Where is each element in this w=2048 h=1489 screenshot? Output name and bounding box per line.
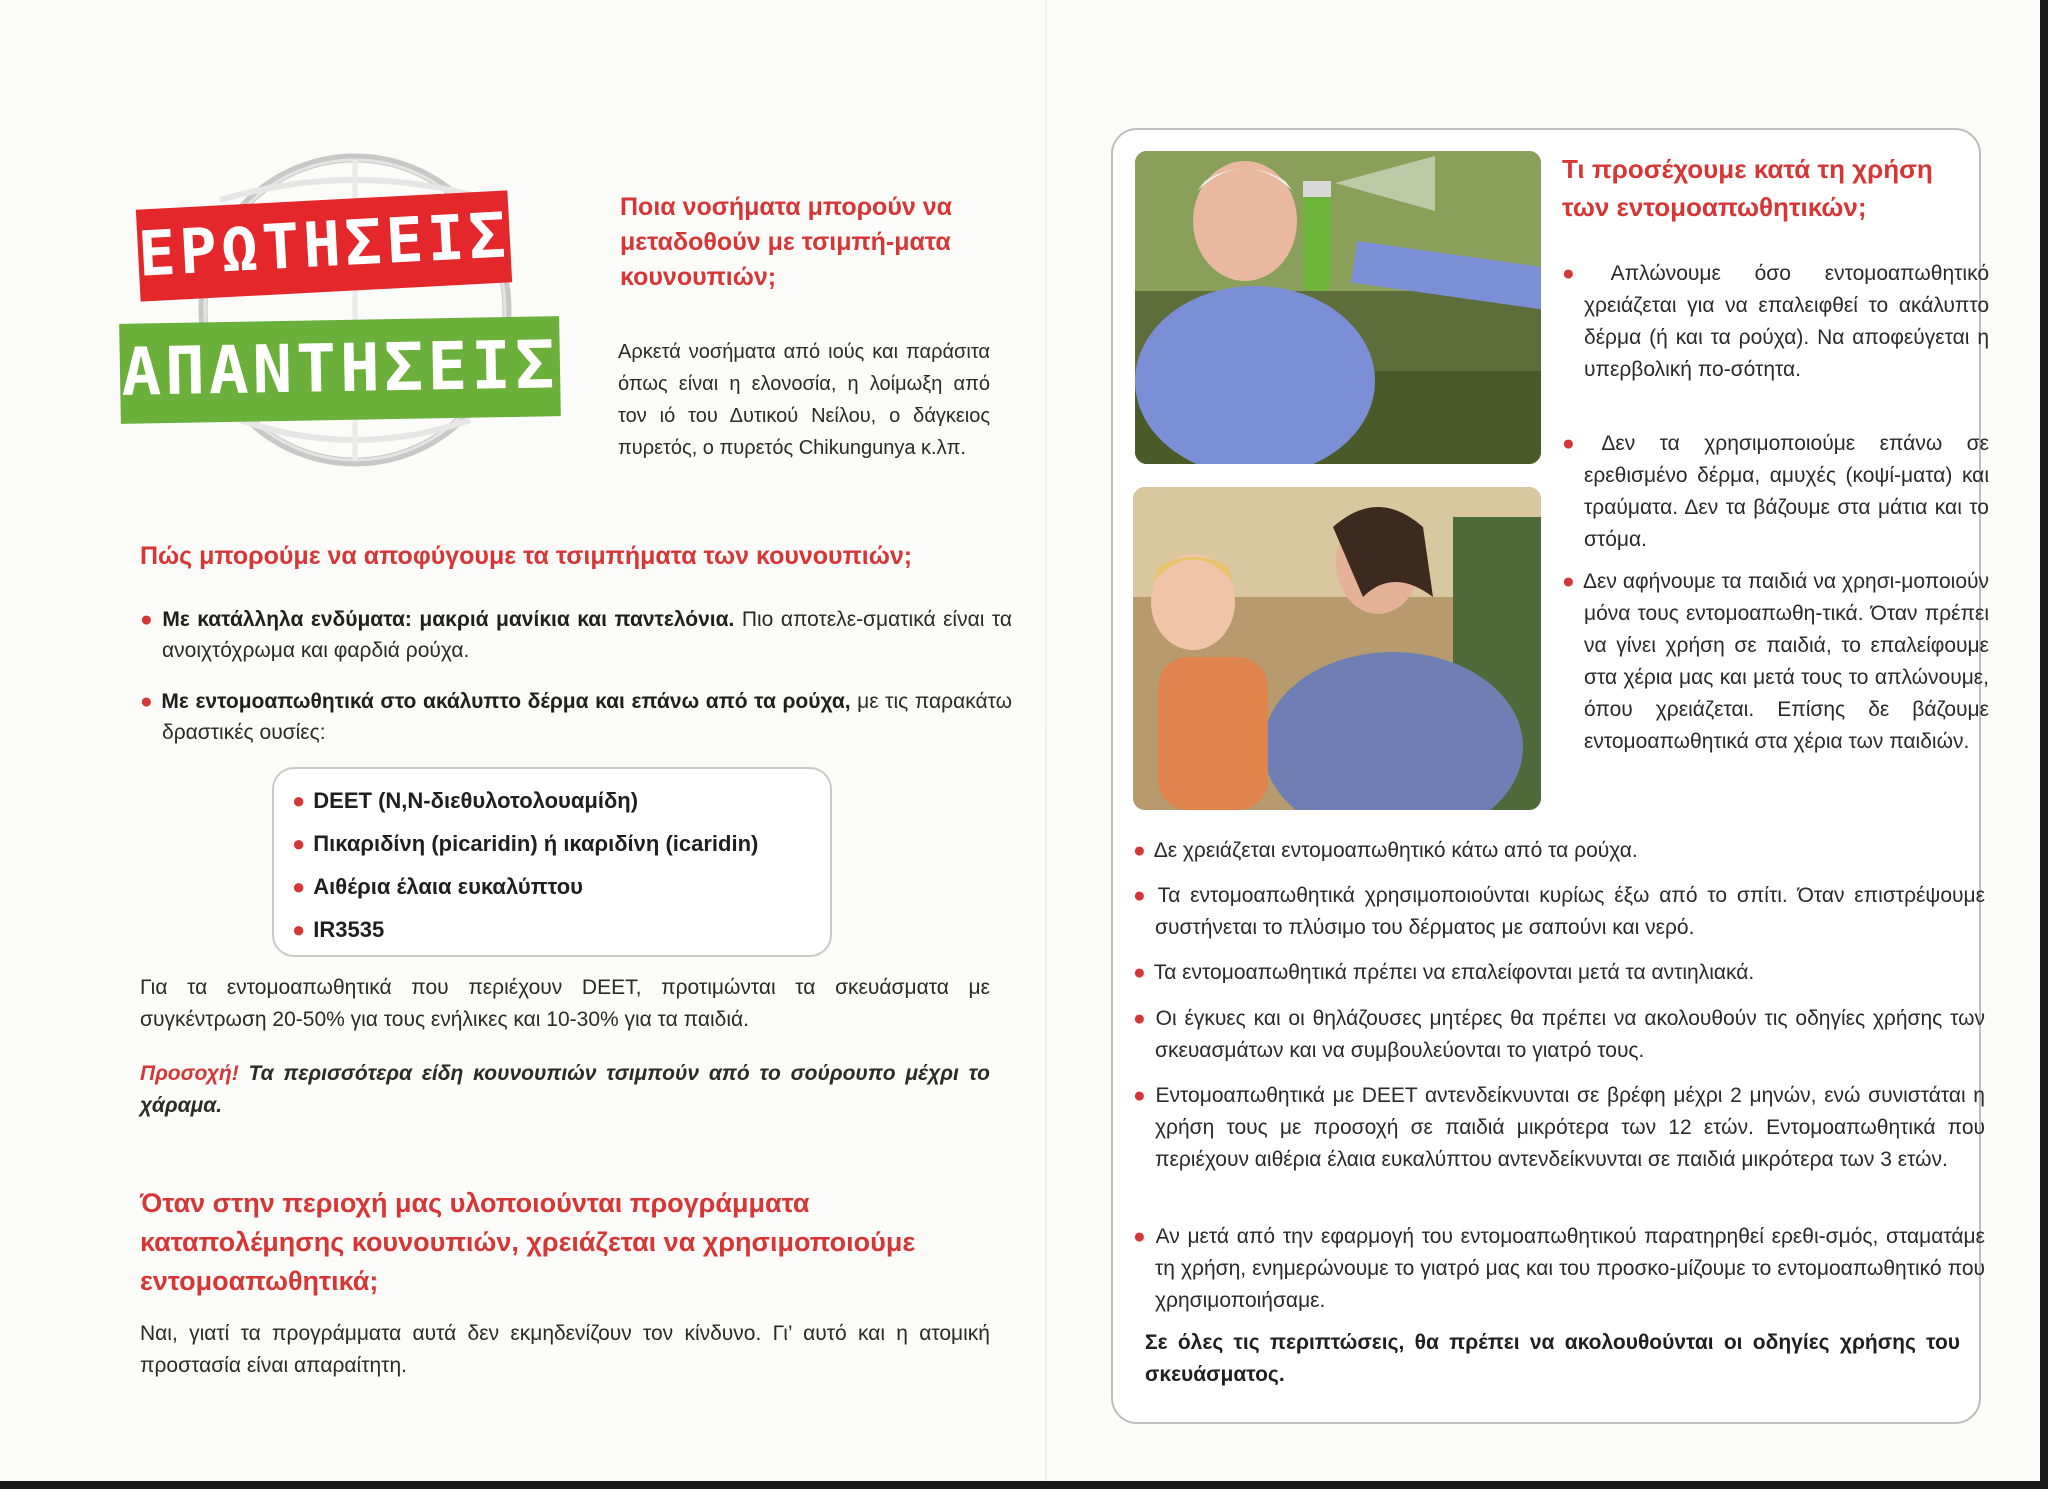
final-note: Σε όλες τις περιπτώσεις, θα πρέπει να ακολουθούνται οι οδηγίες χρήσης του σκευάσματος. [1145,1331,1960,1386]
bullet-icon: ● [140,690,154,713]
photo-mother-child [1133,487,1541,810]
usage-item: ● Εντομοαπωθητικά με DEET αντενδείκνυνται σε βρέφη μέχρι 2 μηνών, ενώ συνιστάται η χρήση τους με προσοχή σε παιδιά μικρότερα των 12 ετών. Εντομοαπωθητικά που περιέχουν αιθέρια έλαια ευκαλύπτου αντενδείκνυνται σε παιδιά μικρότερα των 3 ετών. [1133,1084,1985,1171]
substance-item: ● Πικαριδίνη (picaridin) ή ικαριδίνη (icaridin) [292,831,759,856]
usage-item: ● Αν μετά από την εφαρμογή του εντομοαπωθητικού παρατηρηθεί ερεθι-σμός, σταματάμε τη χρήση, ενημερώνουμε το γιατρό μας και του προσκο-μίζουμε το εντομοαπωθητικό που χρησιμοποιήσαμε. [1133,1225,1985,1312]
bullet-icon: ● [1562,432,1594,455]
substance-item: ● Αιθέρια έλαια ευκαλύπτου [292,874,583,899]
scan-edge-right [2040,0,2048,1489]
bullet-icon: ● [292,788,306,813]
globe-watermark-icon [120,120,580,500]
bullet-icon: ● [1133,1225,1148,1248]
usage-item: ● Τα εντομοαπωθητικά πρέπει να επαλείφονται μετά τα αντιηλιακά. [1133,961,1755,984]
usage-item: ● Οι έγκυες και οι θηλάζουσες μητέρες θα πρέπει να ακολουθούν τις οδηγίες χρήσης των σκευασμάτων και να συμβουλεύονται το γιατρό τους. [1133,1007,1985,1062]
scan-edge-bottom [0,1481,2048,1489]
question-avoid-title: Πώς μπορούμε να αποφύγουμε τα τσιμπήματα των κουνουπιών; [140,542,913,570]
substance-item: ● IR3535 [292,917,385,942]
bullet-icon: ● [292,874,306,899]
usage-item: ● Απλώνουμε όσο εντομοαπωθητικό χρειάζεται για να επαλειφθεί το ακάλυπτο δέρμα (ή και τα ρούχα). Να αποφεύγεται η υπερβολική πο-σότητα. [1562,262,1990,381]
list-item-repellents [140,686,1012,748]
active-substances-box [272,767,832,957]
usage-item: ● Δε χρειάζεται εντομοαπωθητικό κάτω από τα ρούχα. [1133,839,1638,862]
usage-item: ● Τα εντομοαπωθητικά χρησιμοποιούνται κυρίως έξω από το σπίτι. Όταν επιστρέψουμε συστήνεται το πλύσιμο του δέρματος με σαπούνι και νερό. [1133,884,1985,939]
bullet-icon: ● [1133,884,1150,907]
substance-item: ● DEET (N,N-διεθυλοτολουαμίδη) [292,788,639,813]
bullet-icon: ● [140,608,155,631]
clothing-rest: Πιο αποτελε-σματικά είναι τα ανοιχτόχρωμα και φαρδιά ρούχα. [162,608,1013,662]
bullet-icon: ● [1133,1084,1148,1107]
logo-questions: ΕΡΩΤΗΣΕΙΣ [136,190,512,301]
answer-programs: Ναι, γιατί τα προγράμματα αυτά δεν εκμηδενίζουν τον κίνδυνο. Γι’ αυτό και η ατομική προστασία είναι απαραίτητη. [140,1322,990,1377]
usage-item: ● Δεν τα χρησιμοποιούμε επάνω σε ερεθισμένο δέρμα, αμυχές (κοψί-ματα) και τραύματα. Δεν τα βάζουμε στα μάτια και το στόμα. [1562,432,1989,551]
deet-concentration-text: Για τα εντομοαπωθητικά που περιέχουν DEET, προτιμώνται τα σκευάσματα με συγκέντρωση 20-50% για τους ενήλικες και 10-30% για τα παιδιά. [140,976,990,1031]
usage-item: ● Δεν αφήνουμε τα παιδιά να χρησι-μοποιούν μόνα τους εντομοαπωθη-τικά. Όταν πρέπει να γίνει χρήση σε παιδιά, το επαλείφουμε στα χέρια μας και μετά τους το απλώνουμε, όπου χρειάζεται. Επίσης δε βάζουμε εντομοαπωθητικά στα χέρια των παιδιών. [1562,570,1989,753]
warning-text [140,1058,990,1122]
usage-title: Τι προσέχουμε κατά τη χρήση των εντομοαπωθητικών; [1562,154,1933,222]
list-item-clothing [140,604,1012,666]
page-fold [1045,0,1047,1489]
repellents-rest: με τις παρακάτω δραστικές ουσίες: [162,690,1012,744]
bullet-icon: ● [1133,961,1146,984]
qa-logo [120,120,580,500]
bullet-icon: ● [1133,839,1146,862]
question-programs-title: Όταν στην περιοχή μας υλοποιούνται προγράμματα καταπολέμησης κουνουπιών, χρειάζεται να χρησιμοποιούμε εντομοαπωθητικά; [140,1188,916,1296]
answer-diseases: Αρκετά νοσήματα από ιούς και παράσιτα όπως είναι η ελονοσία, η λοίμωξη από τον ιό του Δυτικού Νείλου, ο δάγκειος πυρετός, ο πυρετός Chikungunya κ.λπ. [618,341,990,459]
photo-man-spraying [1135,151,1541,464]
clothing-bold: Με κατάλληλα ενδύματα: μακριά μανίκια και παντελόνια. [162,608,735,631]
logo-answers: ΑΠΑΝΤΗΣΕΙΣ [119,316,561,424]
warning-label: Προσοχή! [140,1062,239,1085]
repellents-bold: Με εντομοαπωθητικά στο ακάλυπτο δέρμα και επάνω από τα ρούχα, [161,690,851,713]
question-diseases-title: Ποια νοσήματα μπορούν να μεταδοθούν με τσιμπή-ματα κουνουπιών; [620,193,952,291]
warning-body: Τα περισσότερα είδη κουνουπιών τσιμπούν από το σούρουπο μέχρι το χάραμα. [140,1062,990,1117]
bullet-icon: ● [1562,570,1575,593]
bullet-icon: ● [292,831,306,856]
bullet-icon: ● [292,917,306,942]
bullet-icon: ● [1562,262,1603,285]
bullet-icon: ● [1133,1007,1148,1030]
